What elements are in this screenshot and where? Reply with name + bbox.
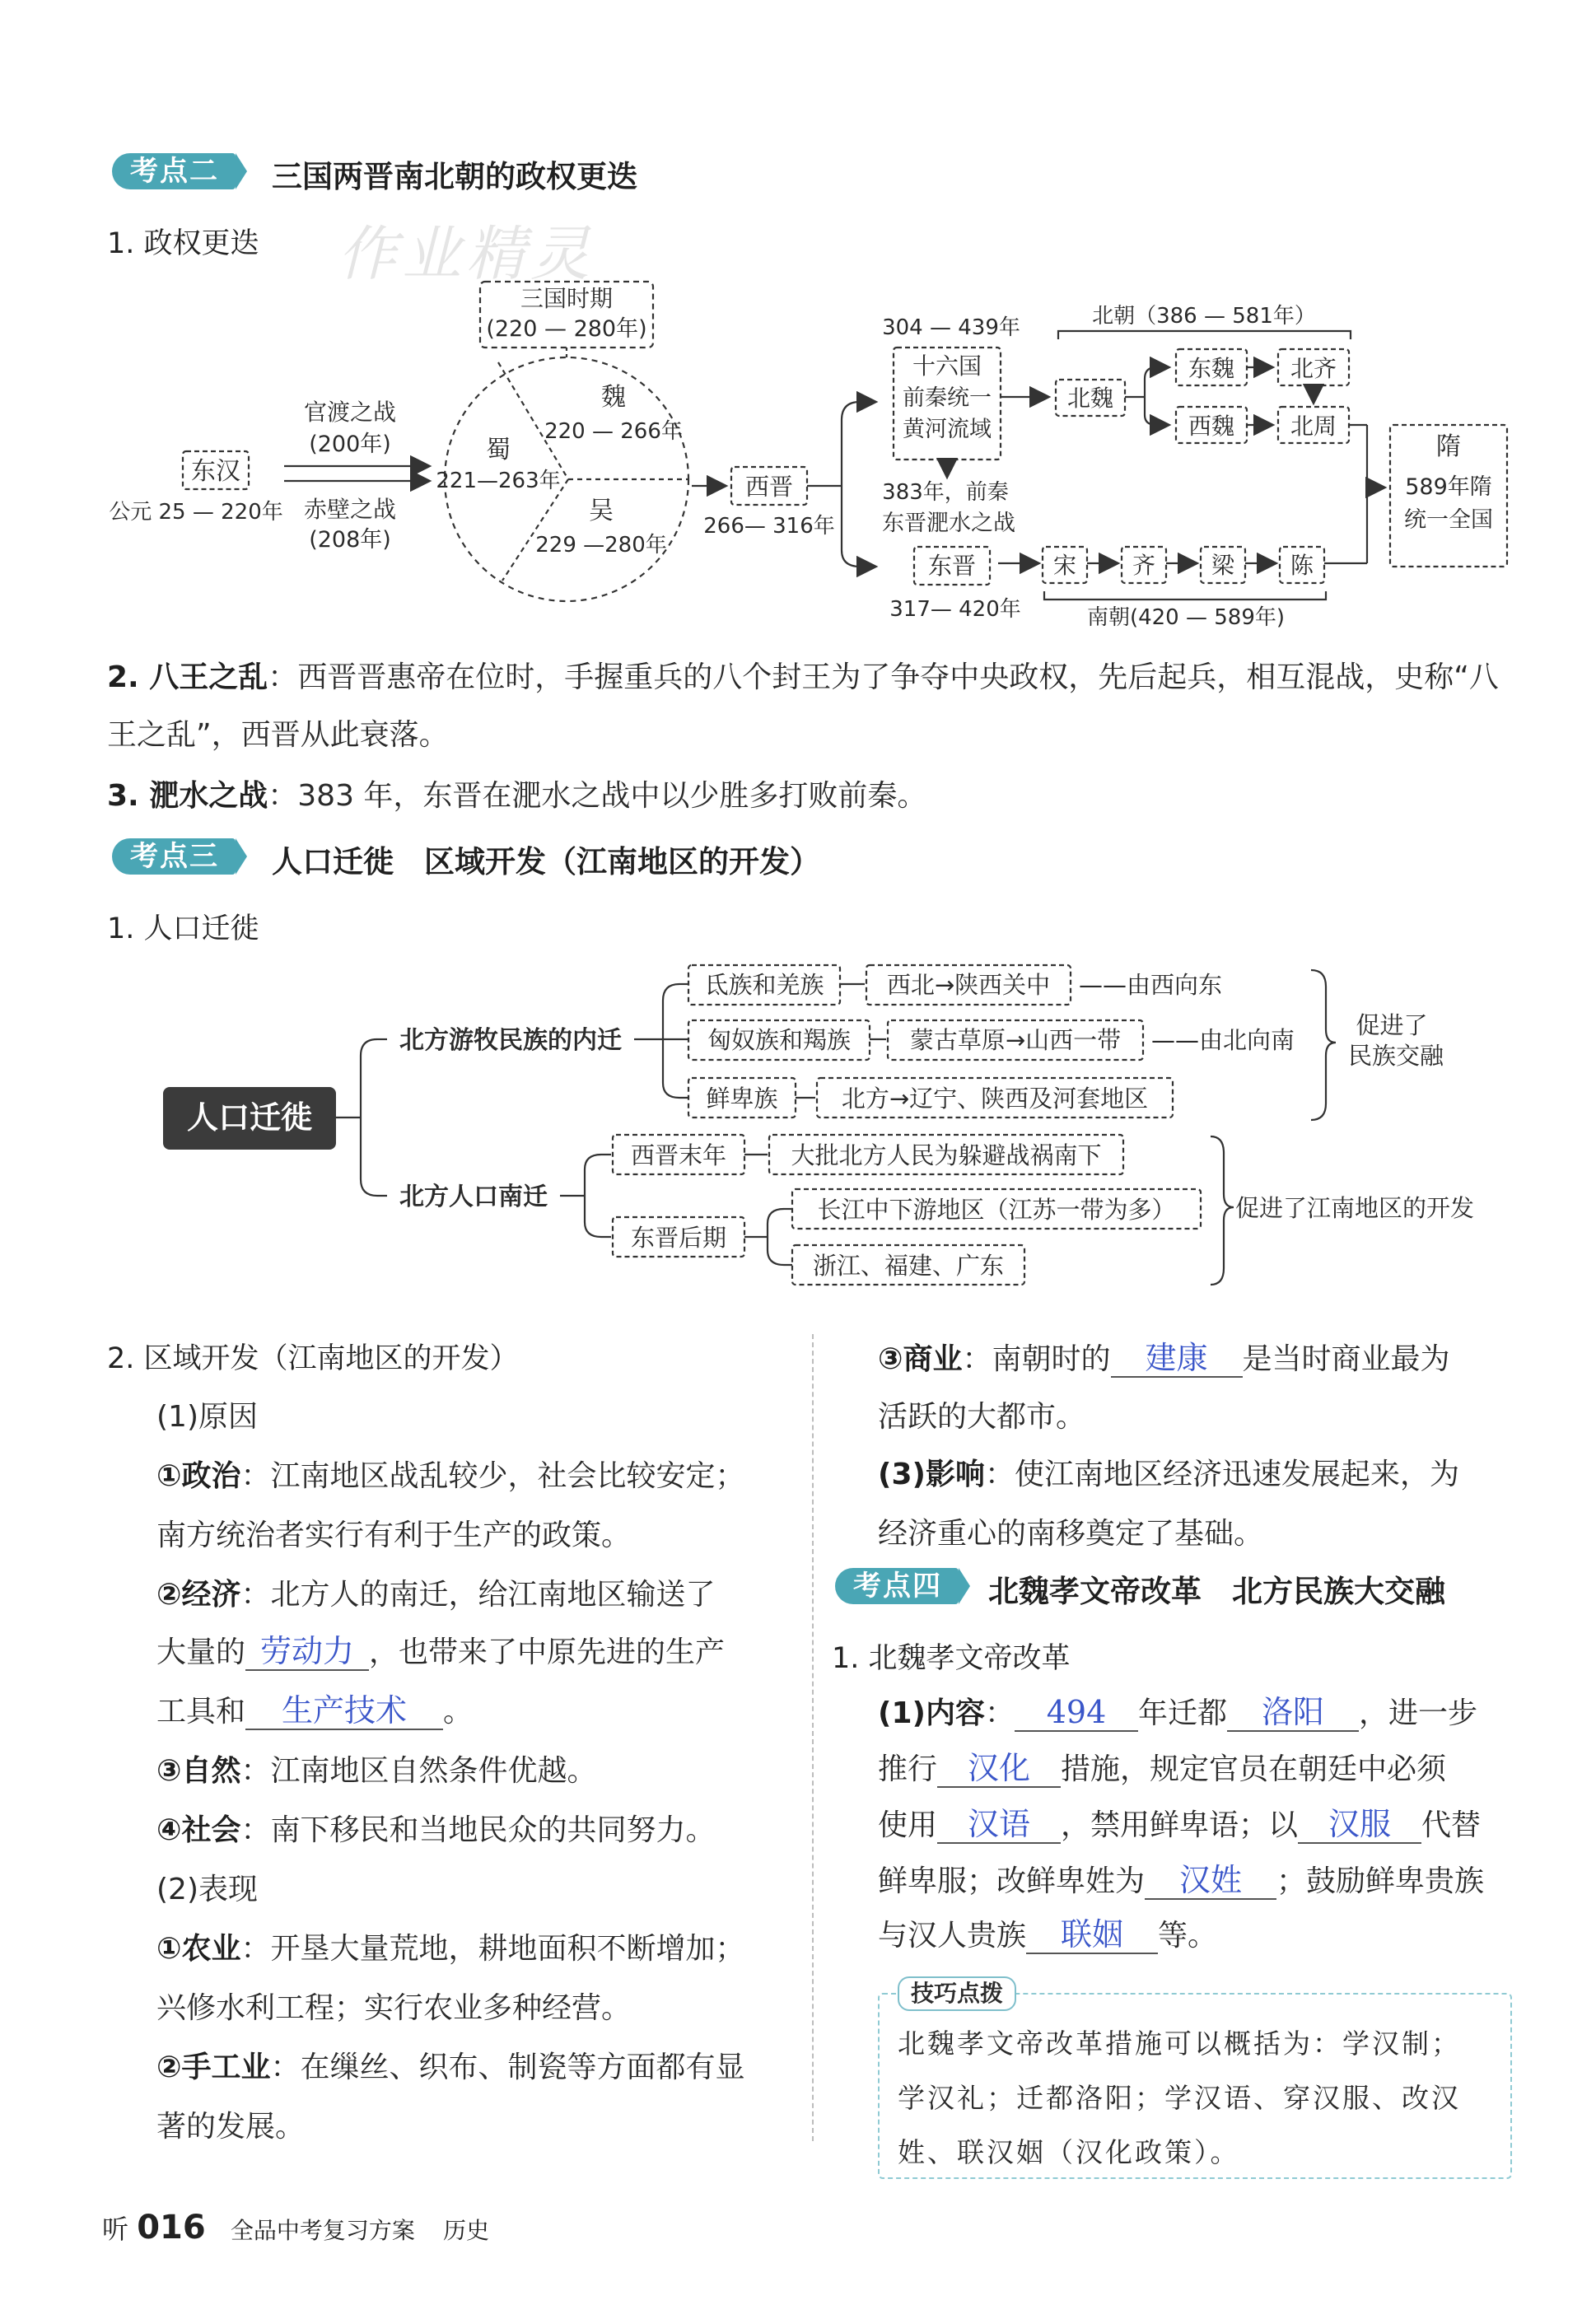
period-late-dongjin: 东晋后期 — [630, 1224, 727, 1252]
xijin-range: 266— 316年 — [703, 514, 835, 539]
xijin-label: 西晋 — [744, 473, 794, 501]
mindmap-root: 人口迁徙 — [186, 1099, 313, 1136]
performance-head: (2)表现 — [156, 1873, 258, 1906]
chen-label: 陈 — [1290, 552, 1314, 579]
chibi-battle: 赤壁之战 — [303, 496, 397, 523]
reason-society: ④社会：南下移民和当地民众的共同努力。 — [156, 1813, 716, 1847]
xiwei-label: 西魏 — [1188, 413, 1235, 440]
beizhou-label: 北周 — [1290, 413, 1337, 440]
answer-hanyu: 汉语 — [937, 1806, 1061, 1844]
answer-hanfu: 汉服 — [1298, 1806, 1421, 1844]
shu-label: 蜀 — [486, 436, 511, 464]
period-late-xijin: 西晋末年 — [630, 1141, 727, 1169]
sixteen-line3: 黄河流域 — [903, 417, 992, 442]
effect-jiangnan: 促进了江南地区的开发 — [1235, 1194, 1475, 1222]
beichao-label: 北朝（386 — 581年） — [1092, 304, 1316, 329]
answer-hanxing: 汉姓 — [1145, 1862, 1276, 1900]
reason-economy-2: 大量的 劳动力 ，也带来了中原先进的生产 — [156, 1633, 726, 1669]
perf-agriculture-2: 兴修水利工程；实行农业多种经营。 — [156, 1991, 632, 2025]
route-xianbei: 北方→辽宁、陕西及河套地区 — [841, 1085, 1149, 1113]
sixteen-range: 304 — 439年 — [882, 315, 1020, 340]
effect-ethnic-fusion: 民族交融 — [1347, 1042, 1444, 1070]
page-prefix: 听 — [102, 2214, 129, 2245]
chibi-year: (208年) — [309, 527, 391, 553]
item-regional-development: 2. 区域开发（江南地区的开发） — [107, 1342, 519, 1375]
reason-politics: ①政治：江南地区战乱较少，社会比较安定； — [156, 1459, 745, 1493]
tribe-di-qiang: 氐族和羌族 — [704, 971, 824, 999]
answer-hanhua: 汉化 — [937, 1750, 1061, 1788]
feishui-line2: 东晋淝水之战 — [882, 511, 1015, 536]
regime-diagram — [0, 264, 1596, 651]
footer — [102, 2209, 489, 2247]
direction-west-east: ——由西向东 — [1079, 971, 1223, 999]
liang-label: 梁 — [1211, 552, 1235, 579]
impact: (3)影响：使江南地区经济迅速发展起来，为 — [878, 1458, 1459, 1491]
beiqi-label: 北齐 — [1290, 355, 1337, 382]
reform-line5: 与汉人贵族 联姻 等。 — [878, 1916, 1218, 1953]
answer-494: 494 — [1015, 1694, 1138, 1732]
guandu-battle: 官渡之战 — [303, 399, 397, 426]
sixteen-kingdoms: 十六国 — [912, 352, 982, 380]
sixteen-line2: 前秦统一 — [903, 385, 992, 411]
item-feishui: 3. 淝水之战：383 年，东晋在淝水之战中以少胜多打败前秦。 — [107, 779, 927, 813]
perf-commerce-2: 活跃的大都市。 — [878, 1400, 1086, 1434]
wei-range: 220 — 266年 — [544, 419, 683, 444]
sanguo-range: (220 — 280年) — [486, 316, 647, 342]
reason-economy: ②经济：北方人的南迁，给江南地区输送了 — [156, 1578, 716, 1612]
desc-flee-war: 大批北方人民为躲避战祸南下 — [791, 1141, 1102, 1169]
dongjin-label: 东晋 — [927, 552, 977, 580]
branch-north-south: 北方人口南迁 — [399, 1183, 548, 1211]
perf-handicraft: ②手工业：在缫丝、织布、制瓷等方面都有显 — [156, 2051, 745, 2084]
branch-nomad-inward: 北方游牧民族的内迁 — [399, 1026, 622, 1055]
item-eight-kings: 2. 八王之乱：西晋晋惠帝在位时，手握重兵的八个封王为了争夺中央政权，先后起兵，相互混战，史称“八王之乱”，西晋从此衰落。 — [107, 660, 1499, 752]
reason-economy-3: 工具和 生产技术 。 — [156, 1692, 474, 1729]
section-tag-4: 考点四 — [835, 1568, 959, 1604]
tip-line2: 学汉礼；迁都洛阳；学汉语、穿汉服、改汉 — [898, 2082, 1461, 2114]
watermark: 作业精灵 — [338, 219, 595, 288]
item-xiaowen-reform: 1. 北魏孝文帝改革 — [832, 1642, 1071, 1675]
dest-zhejiang: 浙江、福建、广东 — [812, 1252, 1005, 1280]
sanguo-title: 三国时期 — [520, 285, 614, 312]
item-migration: 1. 人口迁徙 — [107, 912, 259, 945]
perf-handicraft-2: 著的发展。 — [156, 2110, 306, 2144]
route-xiongnu-jie: 蒙古草原→山西一带 — [909, 1026, 1122, 1054]
reform-line3: 使用 汉语 ，禁用鲜卑语；以 汉服 代替 — [878, 1806, 1482, 1842]
wu-range: 229 —280年 — [535, 533, 667, 558]
tip-label: 技巧点拨 — [898, 1976, 1016, 2011]
tip-line3: 姓、联汉姻（汉化政策）。 — [898, 2136, 1240, 2168]
beiwei-label: 北魏 — [1066, 385, 1114, 412]
section-title-2: 三国两晋南北朝的政权更迭 — [272, 159, 637, 194]
sui-line2: 统一全国 — [1404, 507, 1493, 533]
item-regime-change: 1. 政权更迭 — [107, 227, 259, 260]
reason-nature: ③自然：江南地区自然条件优越。 — [156, 1754, 597, 1788]
reform-line1: (1)内容： 494 年迁都 洛阳 ，进一步 — [878, 1694, 1478, 1730]
feishui-line1: 383年，前秦 — [882, 480, 1009, 505]
sui-line1: 589年隋 — [1405, 474, 1492, 500]
perf-agriculture: ①农业：开垦大量荒地，耕地面积不断增加； — [156, 1932, 745, 1966]
reason-head: (1)原因 — [156, 1400, 258, 1434]
section-title-4: 北魏孝文帝改革 北方民族大交融 — [988, 1574, 1445, 1609]
page-number: 016 — [137, 2209, 206, 2247]
wu-label: 吴 — [589, 497, 614, 525]
guandu-year: (200年) — [309, 432, 391, 457]
perf-commerce: ③商业：南朝时的 建康 是当时商业最为 — [878, 1340, 1450, 1376]
answer-luoyang: 洛阳 — [1227, 1694, 1359, 1732]
direction-north-south: ——由北向南 — [1151, 1026, 1295, 1054]
section-title-3: 人口迁徙 区域开发（江南地区的开发） — [272, 844, 820, 880]
answer-labor: 劳动力 — [245, 1633, 369, 1671]
book-title: 全品中考复习方案 — [230, 2217, 415, 2244]
tribe-xianbei: 鲜卑族 — [706, 1085, 778, 1113]
column-divider — [812, 1334, 814, 2141]
answer-technology: 生产技术 — [245, 1692, 443, 1730]
migration-mindmap — [0, 947, 1596, 1301]
effect-promote: 促进了 — [1356, 1011, 1428, 1039]
answer-jiankang: 建康 — [1111, 1340, 1243, 1378]
dest-yangtze: 长江中下游地区（江苏一带为多） — [817, 1196, 1176, 1224]
dongjin-range: 317— 420年 — [889, 597, 1021, 622]
dongwei-label: 东魏 — [1188, 355, 1235, 382]
section-tag-2: 考点二 — [112, 153, 236, 189]
section-tag-3: 考点三 — [112, 838, 236, 875]
donghan-range: 公元 25 — 220年 — [109, 500, 283, 525]
reform-line2: 推行 汉化 措施，规定官员在朝廷中必须 — [878, 1750, 1447, 1786]
route-di-qiang: 西北→陕西关中 — [886, 971, 1051, 999]
song-label: 宋 — [1052, 552, 1077, 579]
impact-2: 经济重心的南移奠定了基础。 — [878, 1517, 1264, 1551]
sui-label: 隋 — [1436, 432, 1461, 461]
nanchao-label: 南朝(420 — 589年) — [1086, 605, 1286, 630]
reform-line4: 鲜卑服；改鲜卑姓为 汉姓 ；鼓励鲜卑贵族 — [878, 1862, 1485, 1898]
qi-label: 齐 — [1132, 552, 1156, 579]
answer-lianyin: 联姻 — [1026, 1916, 1158, 1954]
tribe-xiongnu-jie: 匈奴族和羯族 — [707, 1026, 852, 1054]
reason-politics-2: 南方统治者实行有利于生产的政策。 — [156, 1519, 632, 1552]
wei-label: 魏 — [601, 383, 626, 412]
subject: 历史 — [443, 2217, 490, 2244]
donghan-label: 东汉 — [191, 457, 240, 486]
tip-line1: 北魏孝文帝改革措施可以概括为：学汉制； — [898, 2027, 1461, 2060]
shu-range: 221—263年 — [436, 469, 561, 493]
